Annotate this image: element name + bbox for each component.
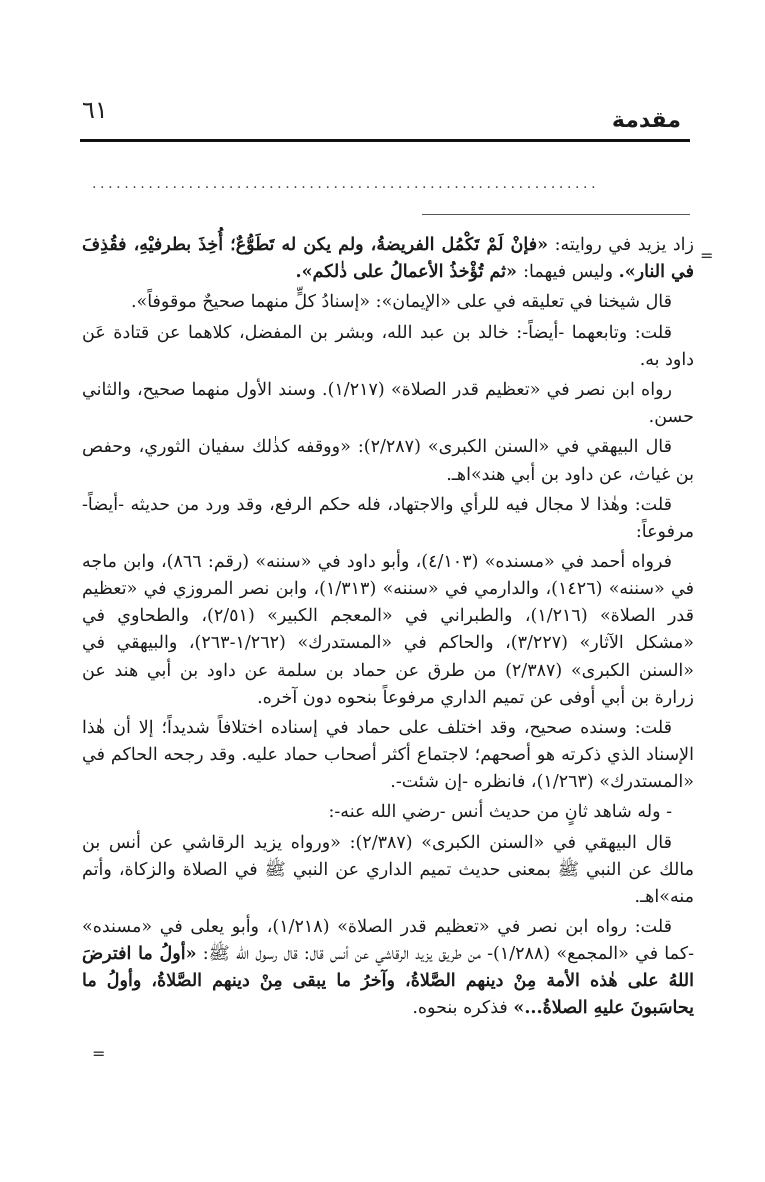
footnote-paragraph: قلت: وتابعهما -أيضاً-: خالد بن عبد الله، وبشر بن المفضل، كلاهما عن قتادة عَن داود به.: [82, 322, 694, 370]
dotted-separator: ...............................................................: [92, 176, 600, 192]
hadith-text: «ثم تُؤْخذُ الأعمالُ على ذٰلكم».: [295, 262, 524, 283]
footnote-body: [82, 232, 694, 1026]
running-head: مقدمة: [611, 108, 681, 133]
hadith-text: «فإنْ لَمْ تَكْمُل الفريضةُ، ولم يكن له تَطَوُّعٌ؛ أُخِذَ بطرفيْهِ، فقُذِفَ في النار».: [82, 235, 694, 283]
footnote-paragraph: قلت: وهٰذا لا مجال فيه للرأي والاجتهاد، فله حكم الرفع، وقد ورد من حديثه -أيضاً- مرفوعاً:: [82, 494, 694, 542]
footnote-paragraph: قلت: وسنده صحيح، وقد اختلف على حماد في إسناده اختلافاً شديداً؛ إلا أن هٰذا الإسناد الذي ذكرته هو أصحهم؛ لاجتماع أكثر أصحاب حماد عليه. وقد رجحه الحاكم في «المستدرك» (١/٢٦٣)، فانظره -إن شئت-.: [82, 717, 694, 793]
continuation-mark-bottom: =: [92, 1044, 106, 1063]
footnote-paragraph: - وله شاهد ثانٍ من حديث أنس -رضي الله عنه-:: [328, 802, 672, 823]
footnote-paragraph: قال شيخنا في تعليقه في على «الإيمان»: «إسنادُ كلٍّ منهما صحيحٌ موقوفاً».: [130, 292, 672, 313]
footnote-paragraph: رواه ابن نصر في «تعظيم قدر الصلاة» (١/٢١٧). وسند الأول منهما صحيح، والثاني حسن.: [82, 380, 694, 428]
footnote-paragraph: قلت: رواه ابن نصر في «تعظيم قدر الصلاة» (١/٢١٨)، وأبو يعلى في «مسنده» -كما في «المجمع» (١/٢٨٨)- من طريق يزيد الرقاشي عن أنس قال: قال رسول الله ﷺ: «أولُ ما افترضَ اللهُ على هٰذه الأمة مِنْ دينهم الصَّلاةُ، وآخرُ ما يبقى مِنْ دينهم الصَّلاةُ، وأولُ ما يحاسَبونَ عليهِ الصلاةُ...» فذكره بنحوه.: [82, 917, 694, 1019]
continuation-mark-top: =: [700, 246, 714, 265]
footnote-paragraph: قال البيهقي في «السنن الكبرى» (٢/٣٨٧): «ورواه يزيد الرقاشي عن أنس بن مالك عن النبي ﷺ بمعنى حديث تميم الداري عن النبي ﷺ في الصلاة والزكاة، وأتم منه»اهـ.: [82, 832, 694, 907]
footnote-rule: [422, 214, 690, 215]
footnote-paragraph: قال البيهقي في «السنن الكبرى» (٢/٢٨٧): «ووقفه كذٰلك سفيان الثوري، وحفص بن غياث، عن داود بن أبي هند»اهـ.: [82, 437, 694, 485]
footnote-paragraph: زاد يزيد في روايته: «فإنْ لَمْ تَكْمُل الفريضةُ، ولم يكن له تَطَوُّعٌ؛ أُخِذَ بطرفيْهِ، فقُذِفَ في النار». وليس فيهما: «ثم تُؤْخذُ الأعمالُ على ذٰلكم».: [82, 235, 694, 283]
page-number: ٦١: [82, 96, 108, 124]
footnote-paragraph: فرواه أحمد في «مسنده» (٤/١٠٣)، وأبو داود في «سننه» (رقم: ٨٦٦)، وابن ماجه في «سننه» (١٤٢٦)، والدارمي في «سننه» (١/٣١٣)، وابن نصر المروزي في «تعظيم قدر الصلاة» (١/٢١٦)، والطبراني في «المعجم الكبير» (٢/٥١)، والطحاوي في «مشكل الآثار» (٣/٢٢٧)، والحاكم في «المستدرك» (١/٢٦٢-٢٦٣)، والبيهقي في «السنن الكبرى» (٢/٣٨٧) من طرق عن حماد بن سلمة عن داود بن أبي هند عن زرارة بن أبي أوفى عن تميم الداري مرفوعاً بنحوه دون آخره.: [82, 552, 695, 708]
hadith-text: «أولُ ما افترضَ اللهُ على هٰذه الأمة مِنْ دينهم الصَّلاةُ، وآخرُ ما يبقى مِنْ دينهم الصَّلاةُ، وأولُ ما يحاسَبونَ عليهِ الصلاةُ...»: [82, 944, 694, 1019]
header-rule: [80, 139, 690, 142]
